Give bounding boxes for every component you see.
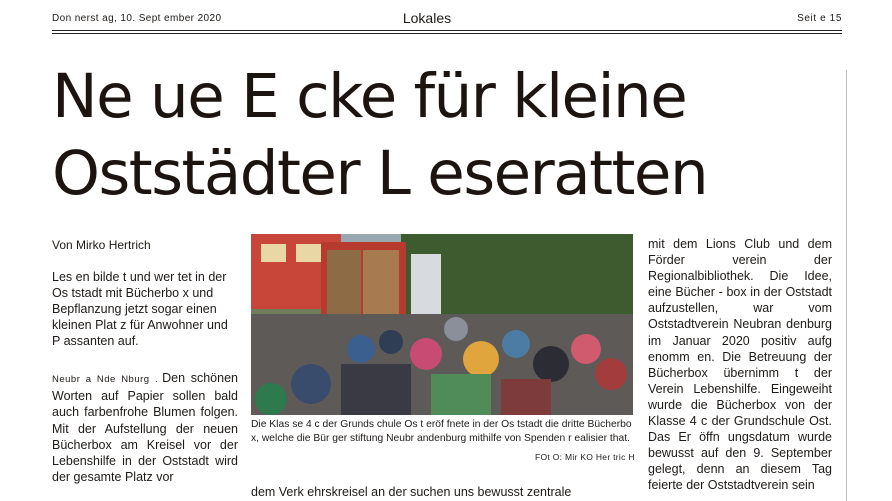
body-text-column-1: Den schönen Worten auf Papier sollen bald auch farbenfrohe Blumen folgen. Mit der Aufstellung der neuen Bücherbox am Kreisel vor der Lebenshilfe in der Oststadt wird der gesamte Platz vor	[52, 371, 238, 485]
header-rule-top	[52, 30, 842, 31]
dateline: Neubr a Nde Nburg .	[52, 374, 159, 385]
article-photo	[251, 234, 633, 415]
article-intro: Les en bilde t und wer tet in der Os tstadt mit Bücherbo x und Bepflanzung jetzt sogar einen kleinen Plat z für Anwohner und P assanten auf.	[52, 270, 228, 349]
photo-of-children-at-bookbox-icon	[251, 234, 633, 415]
photo-caption: Die Klas se 4 c der Grunds chule Os t eröf fnete in der Os tstadt die dritte Bücherbo x, welche die Bür ger stiftung Neubr andenburg mithilfe von Spenden r ealisier that.	[251, 419, 632, 444]
article-headline: Ne ue E cke für kleine Oststädter L eseratten	[52, 61, 708, 209]
article-body-column-3: mit dem Lions Club und dem Förder verein der Regionalbibliothek. Die Idee, eine Bücher - box in der Oststadt aufzustellen, war vom Oststadtverein Neubran denburg im Januar 2020 positiv aufg enomm en. Die Betreuung der Bücherbox übernimm t der Verein Lebenshilfe. Eingeweiht wurde die Bücherbox von der Klasse 4 c der Grundschule Ost. Das Er öffn ungsdatum wurde bewusst auf den 9. September gelegt, denn an diesem Tag feierte der Oststadtverein sein	[648, 237, 832, 493]
article-body-column-1	[52, 370, 238, 485]
article-body-column-2-bottom: dem Verk ehrskreisel an der suchen uns bewusst zentrale	[251, 485, 572, 499]
photo-credit: FOt O: Mir KO Her tric H	[535, 452, 635, 462]
page-number: Seit e 15	[797, 13, 842, 24]
section-title: Lokales	[402, 10, 452, 26]
header-rule-bottom	[52, 33, 842, 34]
author-byline: Von Mirko Hertrich	[52, 238, 151, 252]
column-divider	[846, 70, 847, 501]
issue-date: Don nerst ag, 10. Sept ember 2020	[52, 13, 222, 24]
